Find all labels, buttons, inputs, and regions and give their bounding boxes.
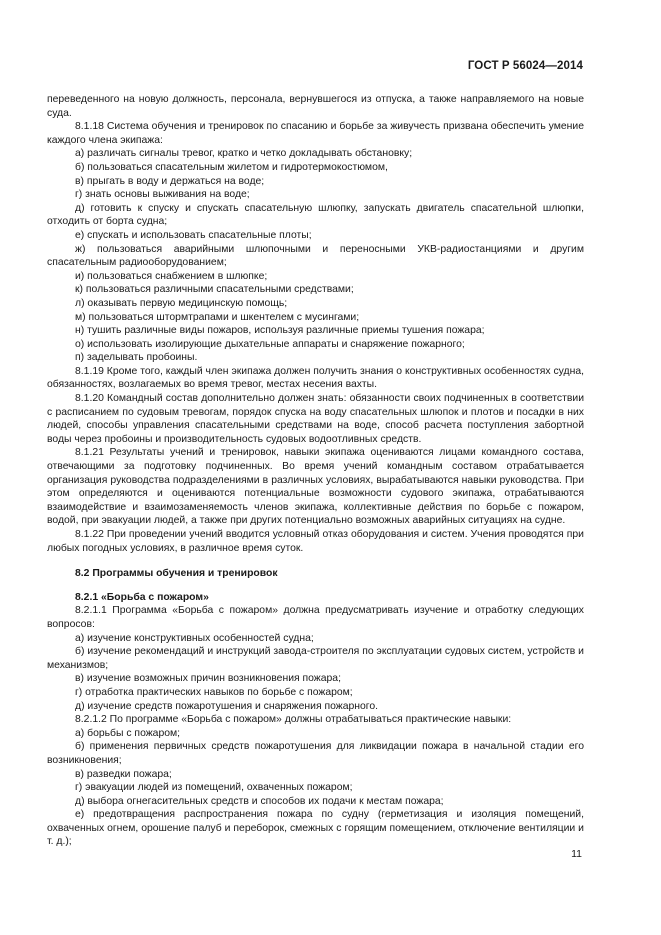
- list-item: л) оказывать первую медицинскую помощь;: [75, 297, 288, 309]
- paragraph: переведенного на новую должность, персонала, вернувшегося из отпуска, а также направляемого на новые суда.: [47, 94, 584, 119]
- list-item: и) пользоваться снабжением в шлюпке;: [75, 270, 268, 282]
- list-item: к) пользоваться различными спасательными средствами;: [75, 284, 354, 296]
- list-item: е) предотвращения распространения пожара по судну (герметизация и изоляция помещений, охваченных огнем, орошение палуб и переборок, смежных с горящим помещением, отключение вентиляции и т. д.);: [47, 809, 584, 848]
- list-item: б) пользоваться спасательным жилетом и гидротермокостюмом,: [75, 161, 388, 173]
- list-item: о) использовать изолирующие дыхательные аппараты и снаряжение пожарного;: [75, 338, 465, 350]
- list-item: в) разведки пожара;: [75, 768, 172, 780]
- page-number: 11: [571, 848, 582, 860]
- list-item: г) отработка практических навыков по борьбе с пожаром;: [75, 686, 353, 698]
- paragraph: 8.1.20 Командный состав дополнительно должен знать: обязанности своих подчиненных в соответствии с расписанием по судовым тревогам, порядок спуска на воду спасательных шлюпок и плотов и посадки в них людей, способы управления спасательными средствами на воде, способ расчета поступления забортной воды через пробоины и производительность судовых водоотливных средств.: [47, 393, 584, 445]
- list-item: г) знать основы выживания на воде;: [75, 189, 250, 201]
- document-body: [47, 93, 584, 849]
- paragraph: 8.1.19 Кроме того, каждый член экипажа должен получить знания о конструктивных особенностях судна, обязанностях, возлагаемых во время тревог, местах несения вахты.: [47, 365, 584, 391]
- list-item: а) борьбы с пожаром;: [75, 727, 181, 739]
- list-item: п) заделывать пробоины.: [75, 352, 198, 364]
- list-item: ж) пользоваться аварийными шлюпочными и переносными УКВ-радиостанциями и другим спасательным радиооборудованием;: [47, 243, 584, 269]
- paragraph: 8.1.18 Система обучения и тренировок по спасанию и борьбе за живучесть призвана обеспечить умение каждого члена экипажа:: [47, 121, 584, 146]
- list-item: д) выбора огнегасительных средств и способов их подачи к местам пожара;: [75, 795, 444, 807]
- list-item: б) применения первичных средств пожаротушения для ликвидации пожара в начальной стадии его возникновения;: [47, 741, 584, 766]
- list-item: в) изучение возможных причин возникновения пожара;: [75, 673, 341, 685]
- spacer: [47, 555, 584, 567]
- list-item: д) готовить к спуску и спускать спасательную шлюпку, запускать двигатель спасательной шлюпки, отходить от борта судна;: [47, 202, 584, 228]
- section-heading: 8.2 Программы обучения и тренировок: [75, 568, 278, 580]
- subsection-heading: 8.2.1 «Борьба с пожаром»: [75, 591, 209, 603]
- paragraph: 8.1.22 При проведении учений вводится условный отказ оборудования и систем. Учения проводятся при любых погодных условиях, в различное время суток.: [47, 529, 584, 554]
- list-item: а) различать сигналы тревог, кратко и четко докладывать обстановку;: [75, 148, 413, 160]
- paragraph: 8.1.21 Результаты учений и тренировок, навыки экипажа оцениваются лицами командного состава, отвечающими за подготовку подчиненных. Во время учений командным составом отрабатывается организация руководства подразделениями в различных условиях, вырабатываются навыки руководства. При этом определяются и оцениваются потенциальные возможности судового экипажа, отрабатываются взаимодействие и взаимозаменяемость членов экипажа, коллективные действия по борьбе с пожаром, водой, при эвакуации людей, а также при других потенциально возможных аварийных ситуациях на судне.: [47, 447, 584, 527]
- paragraph: 8.2.1.1 Программа «Борьба с пожаром» должна предусматривать изучение и отработку следующих вопросов:: [47, 605, 584, 630]
- list-item: г) эвакуации людей из помещений, охваченных пожаром;: [75, 782, 353, 794]
- standard-code-header: ГОСТ Р 56024—2014: [467, 60, 583, 72]
- spacer: [47, 581, 584, 591]
- list-item: б) изучение рекомендаций и инструкций завода-строителя по эксплуатации судовых систем, устройств и механизмов;: [47, 646, 584, 671]
- list-item: в) прыгать в воду и держаться на воде;: [75, 175, 265, 187]
- list-item: д) изучение средств пожаротушения и снаряжения пожарного.: [75, 700, 379, 712]
- list-item: м) пользоваться штормтрапами и шкентелем с мусингами;: [75, 311, 360, 323]
- list-item: н) тушить различные виды пожаров, используя различные приемы тушения пожара;: [75, 325, 485, 337]
- list-item: а) изучение конструктивных особенностей судна;: [75, 632, 314, 644]
- paragraph: 8.2.1.2 По программе «Борьба с пожаром» должны отрабатываться практические навыки:: [75, 714, 512, 726]
- list-item: е) спускать и использовать спасательные плоты;: [75, 229, 312, 241]
